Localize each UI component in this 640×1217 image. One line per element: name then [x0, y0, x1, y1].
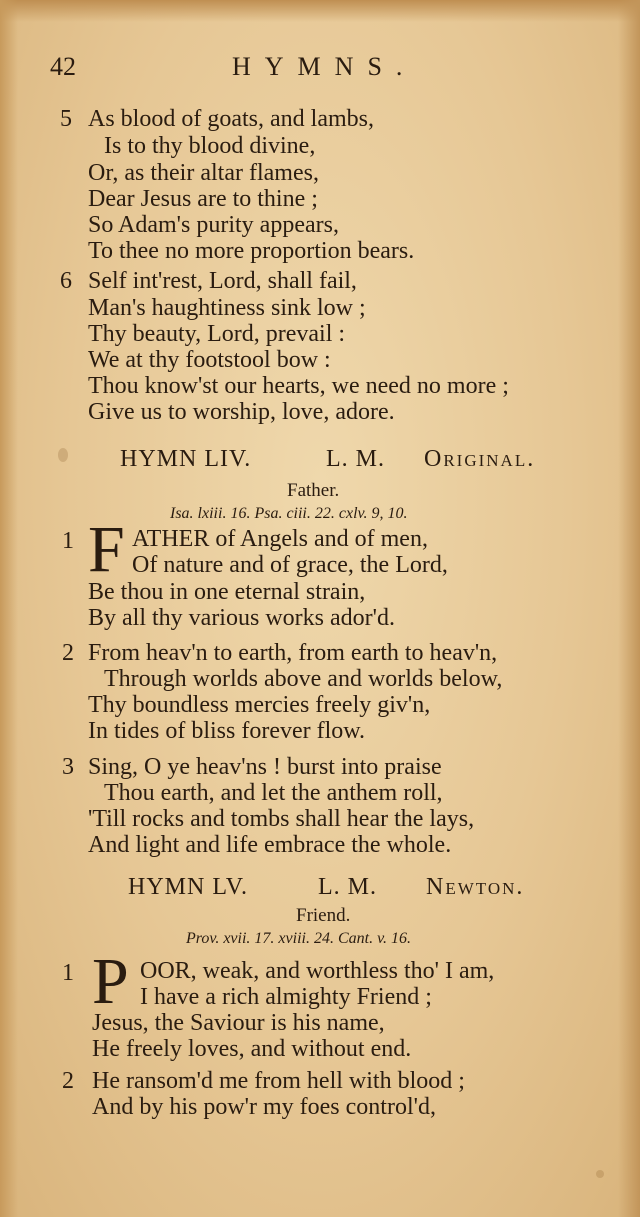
verse-line: He freely loves, and without end.	[92, 1036, 412, 1062]
verse-line: Thou know'st our hearts, we need no more ;	[88, 373, 509, 399]
hymn-meter: L. M.	[318, 874, 377, 900]
page-header	[0, 52, 640, 92]
hymn-meter: L. M.	[326, 446, 385, 472]
verse-line: He ransom'd me from hell with blood ;	[92, 1068, 465, 1094]
verse-line: In tides of bliss forever flow.	[88, 718, 366, 744]
verse-line: And by his pow'r my foes control'd,	[92, 1094, 436, 1120]
ink-spot	[58, 448, 68, 462]
verse-line: Thou earth, and let the anthem roll,	[104, 780, 443, 806]
verse-line: From heav'n to earth, from earth to heav'n,	[88, 640, 498, 666]
verse-line: Jesus, the Saviour is his name,	[92, 1010, 385, 1036]
verse-line: We at thy footstool bow :	[88, 347, 331, 373]
stanza-number: 3	[62, 754, 74, 780]
hymn-title	[128, 874, 248, 901]
hymn-number: HYMN LIV.	[120, 446, 252, 472]
stanza-number: 6	[60, 268, 72, 294]
author-name: Original.	[424, 446, 536, 472]
hymn-subject: Father.	[287, 480, 340, 501]
author-name: Newton.	[426, 874, 525, 900]
verse-line: As blood of goats, and lambs,	[88, 106, 374, 132]
stanza-number: 1	[62, 960, 74, 986]
stanza-number: 1	[62, 528, 74, 554]
page-edge-right	[618, 0, 640, 1217]
drop-cap: F	[88, 513, 125, 586]
verse-line: I have a rich almighty Friend ;	[140, 984, 432, 1010]
drop-cap: P	[92, 945, 129, 1018]
hymn-author	[424, 446, 535, 473]
verse-line: By all thy various works ador'd.	[88, 605, 395, 631]
verse-line: So Adam's purity appears,	[88, 212, 339, 238]
verse-line: OOR, weak, and worthless tho' I am,	[140, 958, 495, 984]
stanza-number: 2	[62, 640, 74, 666]
verse-line: Through worlds above and worlds below,	[104, 666, 503, 692]
scripture-references: Prov. xvii. 17. xviii. 24. Cant. v. 16.	[186, 930, 411, 947]
verse-line: To thee no more proportion bears.	[88, 238, 415, 264]
verse-line: Of nature and of grace, the Lord,	[132, 552, 448, 578]
verse-line: Or, as their altar flames,	[88, 160, 319, 186]
verse-line: Man's haughtiness sink low ;	[88, 295, 366, 321]
page-number: 42	[50, 52, 76, 81]
hymn-number: HYMN LV.	[128, 874, 249, 900]
hymn-title	[120, 446, 251, 473]
stanza-number: 5	[60, 106, 72, 132]
hymn-subject: Friend.	[296, 905, 351, 926]
ink-spot	[596, 1170, 604, 1178]
verse-line: ATHER of Angels and of men,	[132, 526, 428, 552]
page-edge-top	[0, 0, 640, 22]
verse-line: Be thou in one eternal strain,	[88, 579, 366, 605]
verse-line: Self int'rest, Lord, shall fail,	[88, 268, 357, 294]
verse-line: Dear Jesus are to thine ;	[88, 186, 318, 212]
verse-line: 'Till rocks and tombs shall hear the lays,	[88, 806, 475, 832]
hymn-author	[426, 874, 524, 901]
verse-line: Thy boundless mercies freely giv'n,	[88, 692, 431, 718]
running-head: HYMNS.	[232, 52, 417, 81]
page-edge-left	[0, 0, 18, 1217]
stanza-number: 2	[62, 1068, 74, 1094]
scripture-references: Isa. lxiii. 16. Psa. ciii. 22. cxlv. 9, 10.	[170, 505, 408, 522]
verse-line: Give us to worship, love, adore.	[88, 399, 395, 425]
verse-line: And light and life embrace the whole.	[88, 832, 452, 858]
verse-line: Is to thy blood divine,	[104, 133, 316, 159]
verse-line: Thy beauty, Lord, prevail :	[88, 321, 346, 347]
verse-line: Sing, O ye heav'ns ! burst into praise	[88, 754, 442, 780]
